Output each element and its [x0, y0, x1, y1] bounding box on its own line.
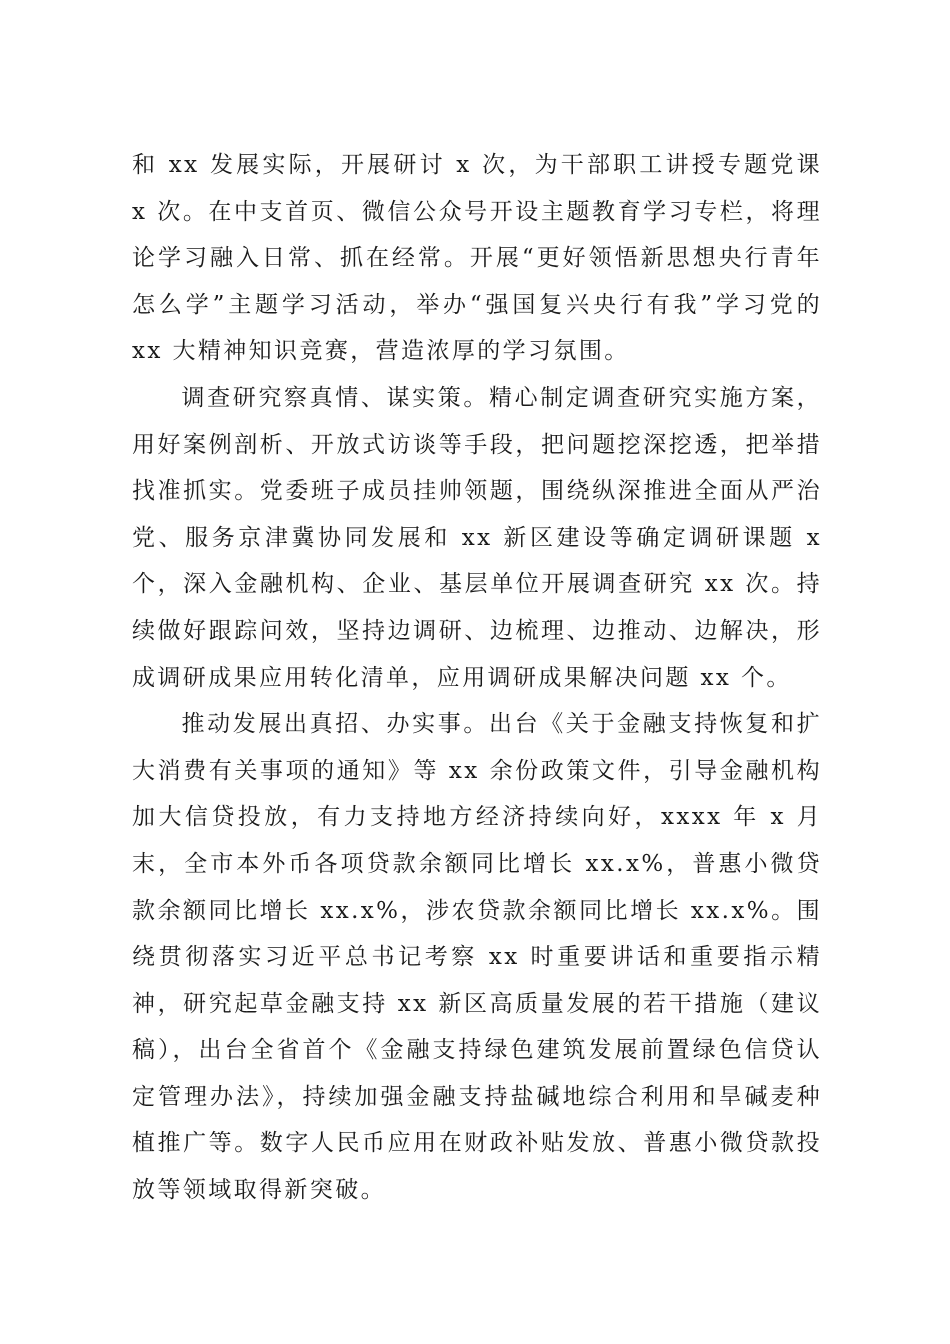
document-body: [132, 142, 822, 1214]
paragraph-study-activities: 和 xx 发展实际，开展研讨 x 次，为干部职工讲授专题党课 x 次。在中支首页、微信公众号开设主题教育学习专栏，将理论学习融入日常、抓在经常。开展“更好领悟新思想央行青年怎么学”主题学习活动，举办“强国复兴央行有我”学习党的 xx 大精神知识竞赛，营造浓厚的学习氛围。: [132, 152, 822, 365]
paragraph-investigation-research: 调查研究察真情、谋实策。精心制定调查研究实施方案，用好案例剖析、开放式访谈等手段，把问题挖深挖透，把举措找准抓实。党委班子成员挂帅领题，围绕纵深推进全面从严治党、服务京津冀协同发展和 xx 新区建设等确定调研课题 x 个，深入金融机构、企业、基层单位开展调查研究 xx 次。持续做好跟踪问效，坚持边调研、边梳理、边推动、边解决，形成调研成果应用转化清单，应用调研成果解决问题 xx 个。: [132, 384, 822, 691]
paragraph-promote-development: 推动发展出真招、办实事。出台《关于金融支持恢复和扩大消费有关事项的通知》等 xx 余份政策文件，引导金融机构加大信贷投放，有力支持地方经济持续向好，xxxx 年 x 月末，全市本外币各项贷款余额同比增长 xx.x%，普惠小微贷款余额同比增长 xx.x%，涉农贷款余额同比增长 xx.x%。围绕贯彻落实习近平总书记考察 xx 时重要讲话和重要指示精神，研究起草金融支持 xx 新区高质量发展的若干措施（建议稿），出台全省首个《金融支持绿色建筑发展前置绿色信贷认定管理办法》，持续加强金融支持盐碱地综合利用和旱碱麦种植推广等。数字人民币应用在财政补贴发放、普惠小微贷款投放等领域取得新突破。: [132, 711, 822, 1204]
